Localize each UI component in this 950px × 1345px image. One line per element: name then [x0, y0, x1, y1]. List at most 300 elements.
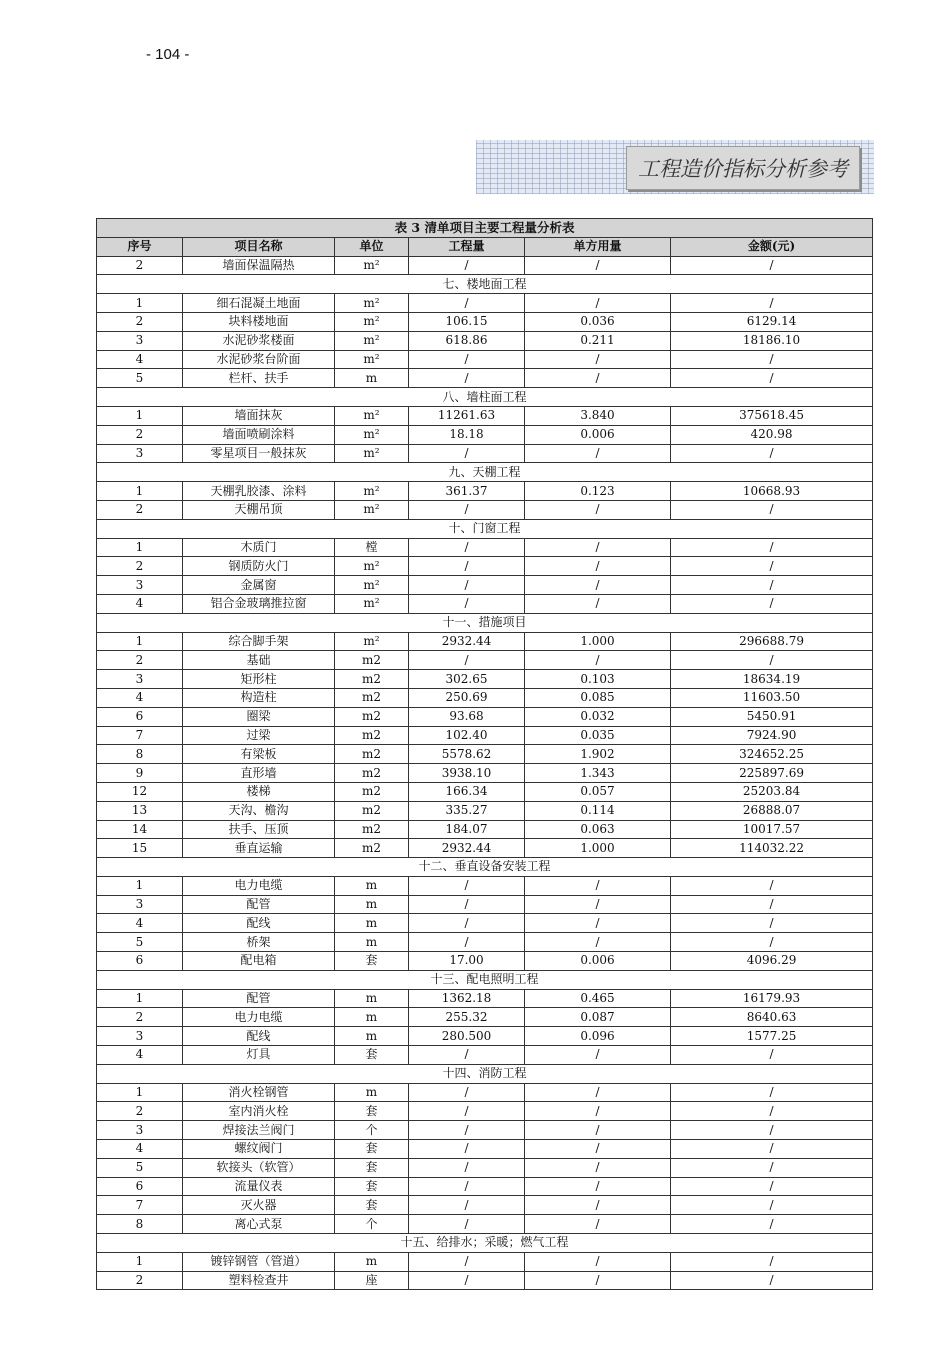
- cell-unit: 套: [335, 952, 409, 971]
- cell-index: 4: [97, 914, 183, 933]
- cell-item-name: 焊接法兰阀门: [183, 1121, 335, 1140]
- cell-amount: /: [671, 350, 873, 369]
- cell-unit-usage: 1.343: [525, 764, 671, 783]
- table-row: [97, 1271, 873, 1290]
- cell-unit-usage: 0.006: [525, 952, 671, 971]
- table-row: [97, 764, 873, 783]
- cell-quantity: /: [409, 444, 525, 463]
- table-row: [97, 1158, 873, 1177]
- cell-index: 1: [97, 876, 183, 895]
- cell-quantity: 280.500: [409, 1027, 525, 1046]
- cell-amount: /: [671, 1121, 873, 1140]
- cell-item-name: 配线: [183, 914, 335, 933]
- table-row: [97, 839, 873, 858]
- cell-quantity: 1362.18: [409, 989, 525, 1008]
- cell-unit-usage: /: [525, 294, 671, 313]
- cell-amount: /: [671, 895, 873, 914]
- cell-amount: /: [671, 1215, 873, 1234]
- cell-unit-usage: /: [525, 1102, 671, 1121]
- cell-unit-usage: /: [525, 1046, 671, 1065]
- table-row: [97, 1083, 873, 1102]
- cell-amount: 324652.25: [671, 745, 873, 764]
- cell-index: 1: [97, 1252, 183, 1271]
- cell-unit: m²: [335, 576, 409, 595]
- cell-quantity: /: [409, 651, 525, 670]
- cell-item-name: 块料楼地面: [183, 312, 335, 331]
- cell-unit: m2: [335, 745, 409, 764]
- cell-index: 14: [97, 820, 183, 839]
- cell-item-name: 配电箱: [183, 952, 335, 971]
- cell-unit: m²: [335, 331, 409, 350]
- cell-unit: m²: [335, 482, 409, 501]
- cell-index: 5: [97, 369, 183, 388]
- cell-item-name: 细石混凝土地面: [183, 294, 335, 313]
- cell-unit: m2: [335, 688, 409, 707]
- table-row: [97, 1102, 873, 1121]
- cell-amount: 11603.50: [671, 688, 873, 707]
- table-row: [97, 1215, 873, 1234]
- cell-item-name: 扶手、压顶: [183, 820, 335, 839]
- cell-quantity: 2932.44: [409, 839, 525, 858]
- cell-unit-usage: 0.006: [525, 425, 671, 444]
- cell-index: 8: [97, 745, 183, 764]
- cell-unit: m: [335, 1008, 409, 1027]
- cell-unit-usage: /: [525, 500, 671, 519]
- cell-index: 6: [97, 1177, 183, 1196]
- cell-item-name: 软接头（软管）: [183, 1158, 335, 1177]
- cell-item-name: 墙面喷刷涂料: [183, 425, 335, 444]
- cell-item-name: 灭火器: [183, 1196, 335, 1215]
- cell-unit-usage: /: [525, 594, 671, 613]
- cell-amount: /: [671, 1271, 873, 1290]
- cell-unit: m: [335, 1252, 409, 1271]
- cell-item-name: 电力电缆: [183, 1008, 335, 1027]
- cell-item-name: 基础: [183, 651, 335, 670]
- cell-unit: m²: [335, 406, 409, 425]
- table-row: [97, 782, 873, 801]
- quantity-analysis-table: [96, 218, 873, 1290]
- cell-item-name: 离心式泵: [183, 1215, 335, 1234]
- cell-index: 2: [97, 1008, 183, 1027]
- cell-quantity: 184.07: [409, 820, 525, 839]
- section-row: [97, 1234, 873, 1253]
- cell-amount: /: [671, 1046, 873, 1065]
- cell-index: 7: [97, 726, 183, 745]
- table-row: [97, 538, 873, 557]
- cell-amount: 8640.63: [671, 1008, 873, 1027]
- cell-unit-usage: /: [525, 369, 671, 388]
- cell-index: 6: [97, 707, 183, 726]
- cell-unit-usage: /: [525, 933, 671, 952]
- section-row: [97, 970, 873, 989]
- cell-unit: m: [335, 989, 409, 1008]
- cell-quantity: /: [409, 1121, 525, 1140]
- cell-unit: 套: [335, 1102, 409, 1121]
- table-header-row: [97, 237, 873, 256]
- cell-amount: 225897.69: [671, 764, 873, 783]
- cell-unit: 套: [335, 1140, 409, 1159]
- cell-quantity: /: [409, 576, 525, 595]
- cell-amount: 10017.57: [671, 820, 873, 839]
- cell-amount: 420.98: [671, 425, 873, 444]
- cell-amount: 1577.25: [671, 1027, 873, 1046]
- cell-quantity: 166.34: [409, 782, 525, 801]
- cell-item-name: 配管: [183, 895, 335, 914]
- cell-amount: 10668.93: [671, 482, 873, 501]
- cell-quantity: /: [409, 557, 525, 576]
- cell-amount: /: [671, 1083, 873, 1102]
- cell-amount: 4096.29: [671, 952, 873, 971]
- header-unit-usage: 单方用量: [525, 237, 671, 256]
- cell-unit-usage: /: [525, 914, 671, 933]
- cell-quantity: /: [409, 369, 525, 388]
- cell-index: 1: [97, 1083, 183, 1102]
- cell-amount: /: [671, 256, 873, 275]
- cell-quantity: 255.32: [409, 1008, 525, 1027]
- cell-item-name: 综合脚手架: [183, 632, 335, 651]
- cell-quantity: 18.18: [409, 425, 525, 444]
- cell-unit: m: [335, 933, 409, 952]
- cell-unit: 套: [335, 1046, 409, 1065]
- cell-quantity: 11261.63: [409, 406, 525, 425]
- cell-unit: m²: [335, 632, 409, 651]
- table-row: [97, 651, 873, 670]
- table-row: [97, 312, 873, 331]
- cell-unit: m²: [335, 350, 409, 369]
- cell-unit: m2: [335, 820, 409, 839]
- cell-unit-usage: /: [525, 895, 671, 914]
- cell-unit: m²: [335, 425, 409, 444]
- cell-item-name: 直形墙: [183, 764, 335, 783]
- cell-unit-usage: /: [525, 538, 671, 557]
- cell-unit-usage: 0.211: [525, 331, 671, 350]
- cell-item-name: 楼梯: [183, 782, 335, 801]
- cell-unit-usage: 0.114: [525, 801, 671, 820]
- cell-amount: /: [671, 1196, 873, 1215]
- cell-item-name: 流量仪表: [183, 1177, 335, 1196]
- cell-unit-usage: 0.032: [525, 707, 671, 726]
- cell-index: 1: [97, 406, 183, 425]
- cell-item-name: 水泥砂浆楼面: [183, 331, 335, 350]
- table-row: [97, 989, 873, 1008]
- cell-quantity: /: [409, 1177, 525, 1196]
- table-row: [97, 1008, 873, 1027]
- cell-quantity: /: [409, 594, 525, 613]
- section-row: [97, 463, 873, 482]
- cell-unit-usage: 1.000: [525, 632, 671, 651]
- cell-unit-usage: 0.123: [525, 482, 671, 501]
- cell-unit-usage: /: [525, 1177, 671, 1196]
- cell-item-name: 栏杆、扶手: [183, 369, 335, 388]
- section-title: 十三、配电照明工程: [97, 970, 873, 989]
- header-quantity: 工程量: [409, 237, 525, 256]
- cell-item-name: 有梁板: [183, 745, 335, 764]
- header-item-name: 项目名称: [183, 237, 335, 256]
- section-title: 十二、垂直设备安装工程: [97, 858, 873, 877]
- cell-index: 2: [97, 557, 183, 576]
- table-row: [97, 1177, 873, 1196]
- cell-unit-usage: /: [525, 576, 671, 595]
- cell-index: 13: [97, 801, 183, 820]
- cell-quantity: /: [409, 933, 525, 952]
- table-row: [97, 444, 873, 463]
- cell-item-name: 钢质防火门: [183, 557, 335, 576]
- table-row: [97, 1121, 873, 1140]
- cell-amount: /: [671, 538, 873, 557]
- cell-unit: m2: [335, 726, 409, 745]
- cell-quantity: 102.40: [409, 726, 525, 745]
- table-row: [97, 895, 873, 914]
- table-row: [97, 933, 873, 952]
- cell-unit: m²: [335, 557, 409, 576]
- table-caption: 表 3 清单项目主要工程量分析表: [97, 219, 873, 238]
- cell-item-name: 矩形柱: [183, 670, 335, 689]
- cell-unit: m²: [335, 500, 409, 519]
- cell-unit: m: [335, 895, 409, 914]
- cell-item-name: 墙面保温隔热: [183, 256, 335, 275]
- cell-amount: /: [671, 914, 873, 933]
- cell-item-name: 室内消火栓: [183, 1102, 335, 1121]
- cell-amount: /: [671, 1252, 873, 1271]
- cell-unit-usage: /: [525, 1121, 671, 1140]
- section-row: [97, 388, 873, 407]
- table-row: [97, 914, 873, 933]
- cell-amount: 114032.22: [671, 839, 873, 858]
- table-row: [97, 1027, 873, 1046]
- cell-index: 5: [97, 1158, 183, 1177]
- cell-item-name: 天棚乳胶漆、涂料: [183, 482, 335, 501]
- cell-quantity: /: [409, 876, 525, 895]
- cell-quantity: /: [409, 1271, 525, 1290]
- cell-index: 6: [97, 952, 183, 971]
- cell-index: 3: [97, 670, 183, 689]
- section-row: [97, 519, 873, 538]
- cell-quantity: /: [409, 1046, 525, 1065]
- cell-item-name: 灯具: [183, 1046, 335, 1065]
- cell-quantity: 5578.62: [409, 745, 525, 764]
- cell-unit: m²: [335, 594, 409, 613]
- cell-unit: 个: [335, 1121, 409, 1140]
- cell-quantity: /: [409, 500, 525, 519]
- cell-index: 3: [97, 331, 183, 350]
- cell-item-name: 天棚吊顶: [183, 500, 335, 519]
- section-row: [97, 613, 873, 632]
- cell-quantity: 335.27: [409, 801, 525, 820]
- cell-index: 1: [97, 482, 183, 501]
- cell-quantity: 3938.10: [409, 764, 525, 783]
- cell-index: 2: [97, 1271, 183, 1290]
- section-row: [97, 858, 873, 877]
- section-title: 十五、给排水；采暖；燃气工程: [97, 1234, 873, 1253]
- table-row: [97, 482, 873, 501]
- table-row: [97, 256, 873, 275]
- cell-amount: 18634.19: [671, 670, 873, 689]
- cell-amount: 5450.91: [671, 707, 873, 726]
- cell-index: 1: [97, 989, 183, 1008]
- cell-index: 7: [97, 1196, 183, 1215]
- header-index: 序号: [97, 237, 183, 256]
- cell-quantity: 17.00: [409, 952, 525, 971]
- cell-amount: /: [671, 369, 873, 388]
- table-row: [97, 745, 873, 764]
- cell-index: 2: [97, 312, 183, 331]
- cell-quantity: /: [409, 1196, 525, 1215]
- cell-unit-usage: 0.035: [525, 726, 671, 745]
- page-number: - 104 -: [146, 46, 190, 63]
- cell-amount: 25203.84: [671, 782, 873, 801]
- cell-unit: m: [335, 914, 409, 933]
- cell-unit-usage: 0.063: [525, 820, 671, 839]
- table-row: [97, 425, 873, 444]
- cell-unit: m²: [335, 444, 409, 463]
- table-row: [97, 500, 873, 519]
- cell-unit-usage: 0.087: [525, 1008, 671, 1027]
- cell-index: 3: [97, 576, 183, 595]
- cell-amount: /: [671, 594, 873, 613]
- cell-amount: 26888.07: [671, 801, 873, 820]
- table-row: [97, 707, 873, 726]
- header-unit: 单位: [335, 237, 409, 256]
- table-row: [97, 801, 873, 820]
- cell-amount: /: [671, 576, 873, 595]
- cell-unit-usage: /: [525, 557, 671, 576]
- cell-amount: /: [671, 1158, 873, 1177]
- cell-unit-usage: 0.103: [525, 670, 671, 689]
- cell-amount: 296688.79: [671, 632, 873, 651]
- cell-quantity: /: [409, 256, 525, 275]
- cell-amount: /: [671, 651, 873, 670]
- cell-index: 15: [97, 839, 183, 858]
- cell-index: 4: [97, 594, 183, 613]
- cell-index: 4: [97, 1046, 183, 1065]
- section-title: 十四、消防工程: [97, 1064, 873, 1083]
- cell-item-name: 天沟、檐沟: [183, 801, 335, 820]
- cell-quantity: 618.86: [409, 331, 525, 350]
- cell-item-name: 配线: [183, 1027, 335, 1046]
- table-row: [97, 594, 873, 613]
- cell-unit: 座: [335, 1271, 409, 1290]
- table-row: [97, 350, 873, 369]
- cell-item-name: 木质门: [183, 538, 335, 557]
- cell-unit: 樘: [335, 538, 409, 557]
- cell-quantity: 250.69: [409, 688, 525, 707]
- cell-unit-usage: 0.085: [525, 688, 671, 707]
- cell-unit-usage: 0.036: [525, 312, 671, 331]
- cell-index: 1: [97, 294, 183, 313]
- cell-item-name: 垂直运输: [183, 839, 335, 858]
- cell-index: 3: [97, 444, 183, 463]
- cell-unit-usage: /: [525, 1215, 671, 1234]
- cell-unit-usage: 1.000: [525, 839, 671, 858]
- table-row: [97, 876, 873, 895]
- cell-item-name: 桥架: [183, 933, 335, 952]
- cell-quantity: /: [409, 1102, 525, 1121]
- cell-index: 12: [97, 782, 183, 801]
- cell-unit-usage: /: [525, 1252, 671, 1271]
- cell-unit: m2: [335, 651, 409, 670]
- cell-item-name: 电力电缆: [183, 876, 335, 895]
- table-row: [97, 1046, 873, 1065]
- cell-item-name: 构造柱: [183, 688, 335, 707]
- cell-item-name: 圈梁: [183, 707, 335, 726]
- cell-index: 5: [97, 933, 183, 952]
- section-title: 九、天棚工程: [97, 463, 873, 482]
- cell-quantity: 93.68: [409, 707, 525, 726]
- cell-unit: 套: [335, 1158, 409, 1177]
- cell-unit-usage: 0.096: [525, 1027, 671, 1046]
- cell-index: 9: [97, 764, 183, 783]
- table-row: [97, 632, 873, 651]
- cell-quantity: /: [409, 1140, 525, 1159]
- cell-unit-usage: 0.057: [525, 782, 671, 801]
- header-banner: [476, 140, 874, 194]
- cell-unit: m2: [335, 707, 409, 726]
- cell-unit-usage: 3.840: [525, 406, 671, 425]
- cell-index: 1: [97, 538, 183, 557]
- cell-item-name: 配管: [183, 989, 335, 1008]
- cell-index: 1: [97, 632, 183, 651]
- cell-amount: 7924.90: [671, 726, 873, 745]
- cell-quantity: /: [409, 1252, 525, 1271]
- cell-index: 2: [97, 500, 183, 519]
- cell-quantity: /: [409, 914, 525, 933]
- cell-amount: 18186.10: [671, 331, 873, 350]
- table-row: [97, 1196, 873, 1215]
- table-row: [97, 670, 873, 689]
- cell-amount: /: [671, 933, 873, 952]
- table-row: [97, 369, 873, 388]
- cell-unit: m: [335, 1027, 409, 1046]
- cell-amount: 6129.14: [671, 312, 873, 331]
- table-row: [97, 331, 873, 350]
- cell-item-name: 零星项目一般抹灰: [183, 444, 335, 463]
- cell-unit: m: [335, 1083, 409, 1102]
- cell-unit: m²: [335, 312, 409, 331]
- cell-item-name: 铝合金玻璃推拉窗: [183, 594, 335, 613]
- cell-item-name: 消火栓钢管: [183, 1083, 335, 1102]
- cell-quantity: /: [409, 294, 525, 313]
- cell-unit-usage: /: [525, 350, 671, 369]
- cell-unit-usage: /: [525, 651, 671, 670]
- cell-unit: m²: [335, 256, 409, 275]
- table-row: [97, 406, 873, 425]
- cell-unit: 套: [335, 1177, 409, 1196]
- cell-index: 2: [97, 256, 183, 275]
- table-body: [97, 256, 873, 1290]
- cell-index: 2: [97, 1102, 183, 1121]
- section-title: 十、门窗工程: [97, 519, 873, 538]
- cell-unit: m: [335, 876, 409, 895]
- table-row: [97, 726, 873, 745]
- cell-unit-usage: /: [525, 1196, 671, 1215]
- cell-quantity: /: [409, 895, 525, 914]
- section-row: [97, 275, 873, 294]
- cell-index: 3: [97, 1121, 183, 1140]
- cell-quantity: 361.37: [409, 482, 525, 501]
- cell-unit: 套: [335, 1196, 409, 1215]
- section-title: 八、墙柱面工程: [97, 388, 873, 407]
- cell-unit-usage: 1.902: [525, 745, 671, 764]
- cell-unit: m²: [335, 294, 409, 313]
- cell-unit-usage: 0.465: [525, 989, 671, 1008]
- cell-item-name: 塑料检查井: [183, 1271, 335, 1290]
- cell-quantity: 2932.44: [409, 632, 525, 651]
- cell-unit: m2: [335, 670, 409, 689]
- table-row: [97, 576, 873, 595]
- cell-amount: /: [671, 1102, 873, 1121]
- cell-quantity: /: [409, 1215, 525, 1234]
- banner-title: 工程造价指标分析参考: [626, 146, 860, 190]
